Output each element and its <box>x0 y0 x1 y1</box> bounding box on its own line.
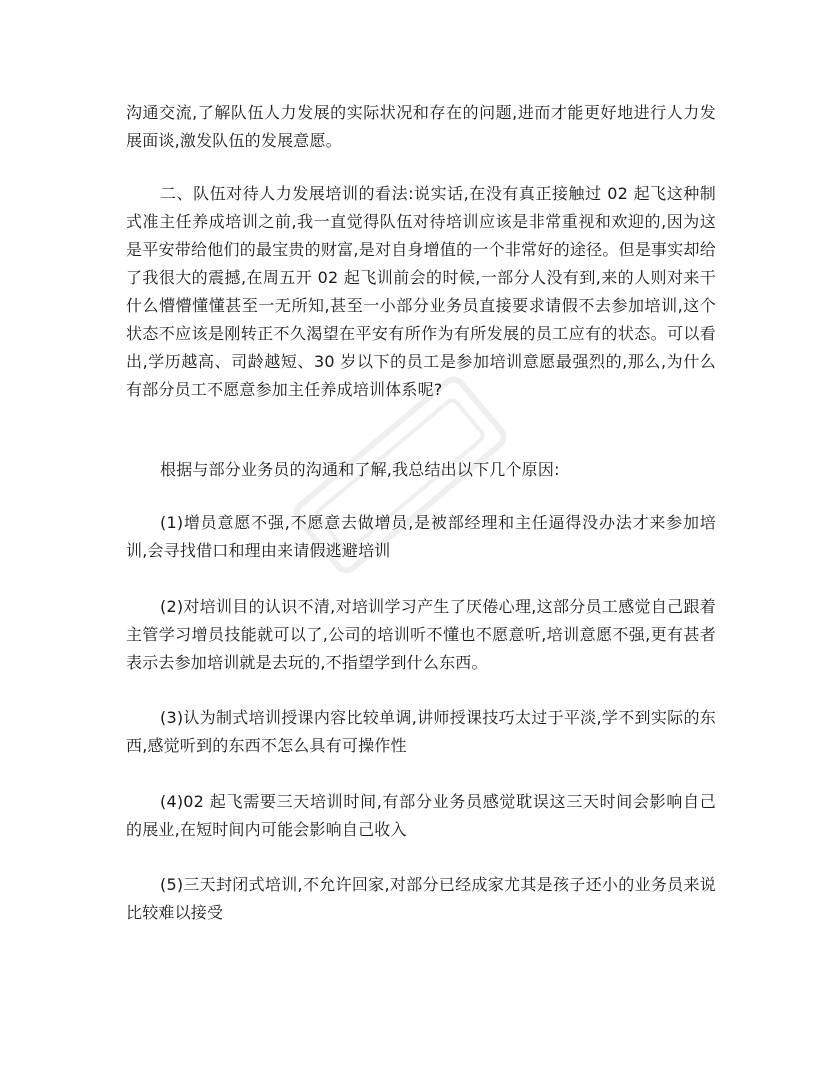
paragraph-reason-4: (4)02 起飞需要三天培训时间,有部分业务员感觉耽误这三天时间会影响自己的展业,在短时间内可能会影响自己收入 <box>126 792 716 839</box>
paragraph-reason-3: (3)认为制式培训授课内容比较单调,讲师授课技巧太过于平淡,学不到实际的东西,感觉听到的东西不怎么具有可操作性 <box>126 708 716 755</box>
paragraph-reason-5: (5)三天封闭式培训,不允许回家,对部分已经成家尤其是孩子还小的业务员来说比较难以接受 <box>126 875 716 922</box>
paragraph-section-two: 二、队伍对待人力发展培训的看法:说实话,在没有真正接触过 02 起飞这种制式准主任养成培训之前,我一直觉得队伍对待培训应该是非常重视和欢迎的,因为这是平安带给他们的最宝贵的财富,是对自身增值的一个非常好的途径。但是事实却给了我很大的震撼,在周五开 02 起飞训前会的时候,一部分人没有到,来的人则对来干什么懵懵懂懂甚至一无所知,甚至一小部分业务员直接要求请假不去参加培训,这个状态不应该是刚转正不久渴望在平安有所作为有所发展的员工应有的状态。可以看出,学历越高、司龄越短、30 岁以下的员工是参加培训意愿最强烈的,那么,为什么有部分员工不愿意参加主任养成培训体系呢? <box>126 184 716 399</box>
paragraph-reason-2: (2)对培训目的认识不清,对培训学习产生了厌倦心理,这部分员工感觉自己跟着主管学习增员技能就可以了,公司的培训听不懂也不愿意听,培训意愿不强,更有甚者表示去参加培训就是去玩的,不指望学到什么东西。 <box>126 597 716 672</box>
paragraph-reason-1: (1)增员意愿不强,不愿意去做增员,是被部经理和主任逼得没办法才来参加培训,会寻找借口和理由来请假逃避培训 <box>126 513 716 560</box>
paragraph-reasons-intro: 根据与部分业务员的沟通和了解,我总结出以下几个原因: <box>160 460 560 479</box>
paragraph-intro-continuation: 沟通交流,了解队伍人力发展的实际状况和存在的问题,进而才能更好地进行人力发展面谈,激发队伍的发展意愿。 <box>126 103 716 150</box>
